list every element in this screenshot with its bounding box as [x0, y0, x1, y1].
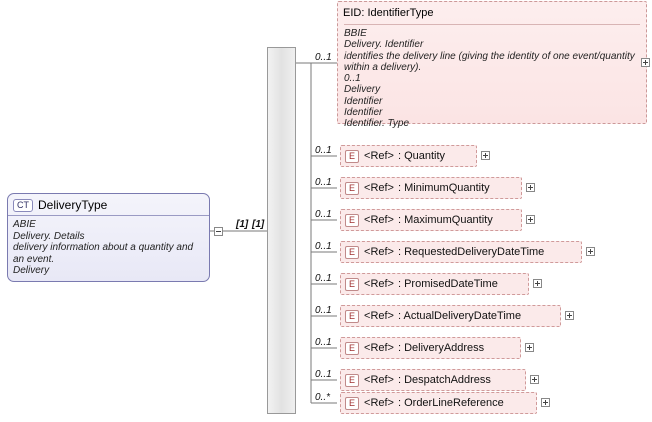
id-doc-line-7: Identifier. Type	[344, 118, 410, 130]
complex-type-title: DeliveryType	[38, 198, 108, 212]
complex-type-documentation	[8, 216, 209, 281]
element-despatchaddress-type: : DespatchAddress	[397, 374, 491, 386]
id-doc-line-1: Delivery. Identifier	[344, 39, 424, 51]
ct-doc-line-3: Delivery	[13, 265, 50, 276]
id-doc-line-3: 0..1	[344, 73, 361, 85]
expand-toggle-orderlinereference[interactable]	[541, 398, 550, 407]
expand-toggle-despatchaddress[interactable]	[530, 375, 539, 384]
element-minimumquantity-type: : MinimumQuantity	[397, 182, 490, 194]
expand-toggle-promiseddatetime[interactable]	[533, 279, 542, 288]
expand-toggle-maximumquantity[interactable]	[526, 215, 535, 224]
expand-toggle-requesteddeliverydatetime[interactable]	[586, 247, 595, 256]
element-id-documentation	[338, 25, 646, 130]
sequence-compositor[interactable]	[267, 47, 296, 414]
element-node-despatchaddress[interactable]	[340, 369, 526, 391]
id-doc-line-2: identifies the delivery line (giving the identity of one event/quantity within a delivery).	[344, 50, 635, 73]
id-doc-line-0: BBIE	[344, 28, 367, 39]
e-tag-icon: E	[345, 310, 359, 323]
element-node-minimumquantity[interactable]	[340, 177, 522, 199]
element-orderlinereference-name: <Ref>	[364, 397, 394, 409]
occurrence-despatchaddress: 0..1	[315, 369, 332, 380]
element-node-maximumquantity[interactable]	[340, 209, 522, 231]
element-node-actualdeliverydatetime[interactable]	[340, 305, 561, 327]
element-id-type: : IdentifierType	[361, 7, 434, 19]
cardinality-right: [1]	[252, 219, 265, 230]
occurrence-deliveryaddress: 0..1	[315, 337, 332, 348]
complex-type-node-deliverytype[interactable]	[7, 193, 210, 282]
expand-toggle-quantity[interactable]	[481, 151, 490, 160]
id-doc-line-6: Identifier	[344, 107, 383, 119]
expand-toggle-deliveryaddress[interactable]	[525, 343, 534, 352]
element-requesteddeliverydatetime-type: : RequestedDeliveryDateTime	[397, 246, 545, 258]
expand-toggle-id[interactable]	[641, 58, 650, 67]
element-node-quantity[interactable]	[340, 145, 477, 167]
e-tag-icon: E	[345, 182, 359, 195]
element-quantity-name: <Ref>	[364, 150, 394, 162]
occurrence-minimumquantity: 0..1	[315, 177, 332, 188]
element-deliveryaddress-type: : DeliveryAddress	[397, 342, 485, 354]
element-maximumquantity-name: <Ref>	[364, 214, 394, 226]
id-doc-line-4: Delivery	[344, 84, 381, 96]
ct-doc-line-2: delivery information about a quantity and an event.	[13, 242, 194, 265]
element-node-deliveryaddress[interactable]	[340, 337, 521, 359]
expand-toggle-minimumquantity[interactable]	[526, 183, 535, 192]
complex-type-header	[8, 194, 209, 216]
element-node-id[interactable]	[337, 1, 647, 130]
e-tag-icon: E	[345, 278, 359, 291]
occurrence-quantity: 0..1	[315, 145, 332, 156]
e-tag-icon: E	[345, 374, 359, 387]
cardinality-left: [1]	[236, 219, 249, 230]
element-id-name: ID	[350, 7, 362, 19]
ct-doc-line-1: Delivery. Details	[13, 230, 85, 242]
e-tag-icon: E	[343, 7, 351, 19]
occurrence-orderlinereference: 0..*	[315, 392, 331, 403]
element-node-promiseddatetime[interactable]	[340, 273, 529, 295]
collapse-toggle-deliverytype[interactable]	[214, 227, 223, 236]
e-tag-icon: E	[345, 150, 359, 163]
ct-doc-line-0: ABIE	[13, 219, 36, 230]
id-doc-line-5: Identifier	[344, 95, 383, 107]
element-despatchaddress-name: <Ref>	[364, 374, 394, 386]
element-actualdeliverydatetime-name: <Ref>	[364, 310, 394, 322]
element-quantity-type: : Quantity	[397, 150, 446, 162]
element-promiseddatetime-type: : PromisedDateTime	[397, 278, 498, 290]
e-tag-icon: E	[345, 214, 359, 227]
element-requesteddeliverydatetime-name: <Ref>	[364, 246, 394, 258]
expand-toggle-actualdeliverydatetime[interactable]	[565, 311, 574, 320]
e-tag-icon: E	[345, 342, 359, 355]
e-tag-icon: E	[345, 397, 359, 410]
occurrence-actualdeliverydatetime: 0..1	[315, 305, 332, 316]
occurrence-id: 0..1	[315, 52, 332, 63]
element-id-header	[338, 2, 646, 19]
element-actualdeliverydatetime-type: : ActualDeliveryDateTime	[397, 310, 522, 322]
element-minimumquantity-name: <Ref>	[364, 182, 394, 194]
element-node-requesteddeliverydatetime[interactable]	[340, 241, 582, 263]
element-maximumquantity-type: : MaximumQuantity	[397, 214, 493, 226]
occurrence-requesteddeliverydatetime: 0..1	[315, 241, 332, 252]
element-orderlinereference-type: : OrderLineReference	[397, 397, 504, 409]
e-tag-icon: E	[345, 246, 359, 259]
element-deliveryaddress-name: <Ref>	[364, 342, 394, 354]
ct-tag-icon: CT	[13, 199, 33, 212]
occurrence-promiseddatetime: 0..1	[315, 273, 332, 284]
element-promiseddatetime-name: <Ref>	[364, 278, 394, 290]
element-node-orderlinereference[interactable]	[340, 392, 537, 414]
occurrence-maximumquantity: 0..1	[315, 209, 332, 220]
